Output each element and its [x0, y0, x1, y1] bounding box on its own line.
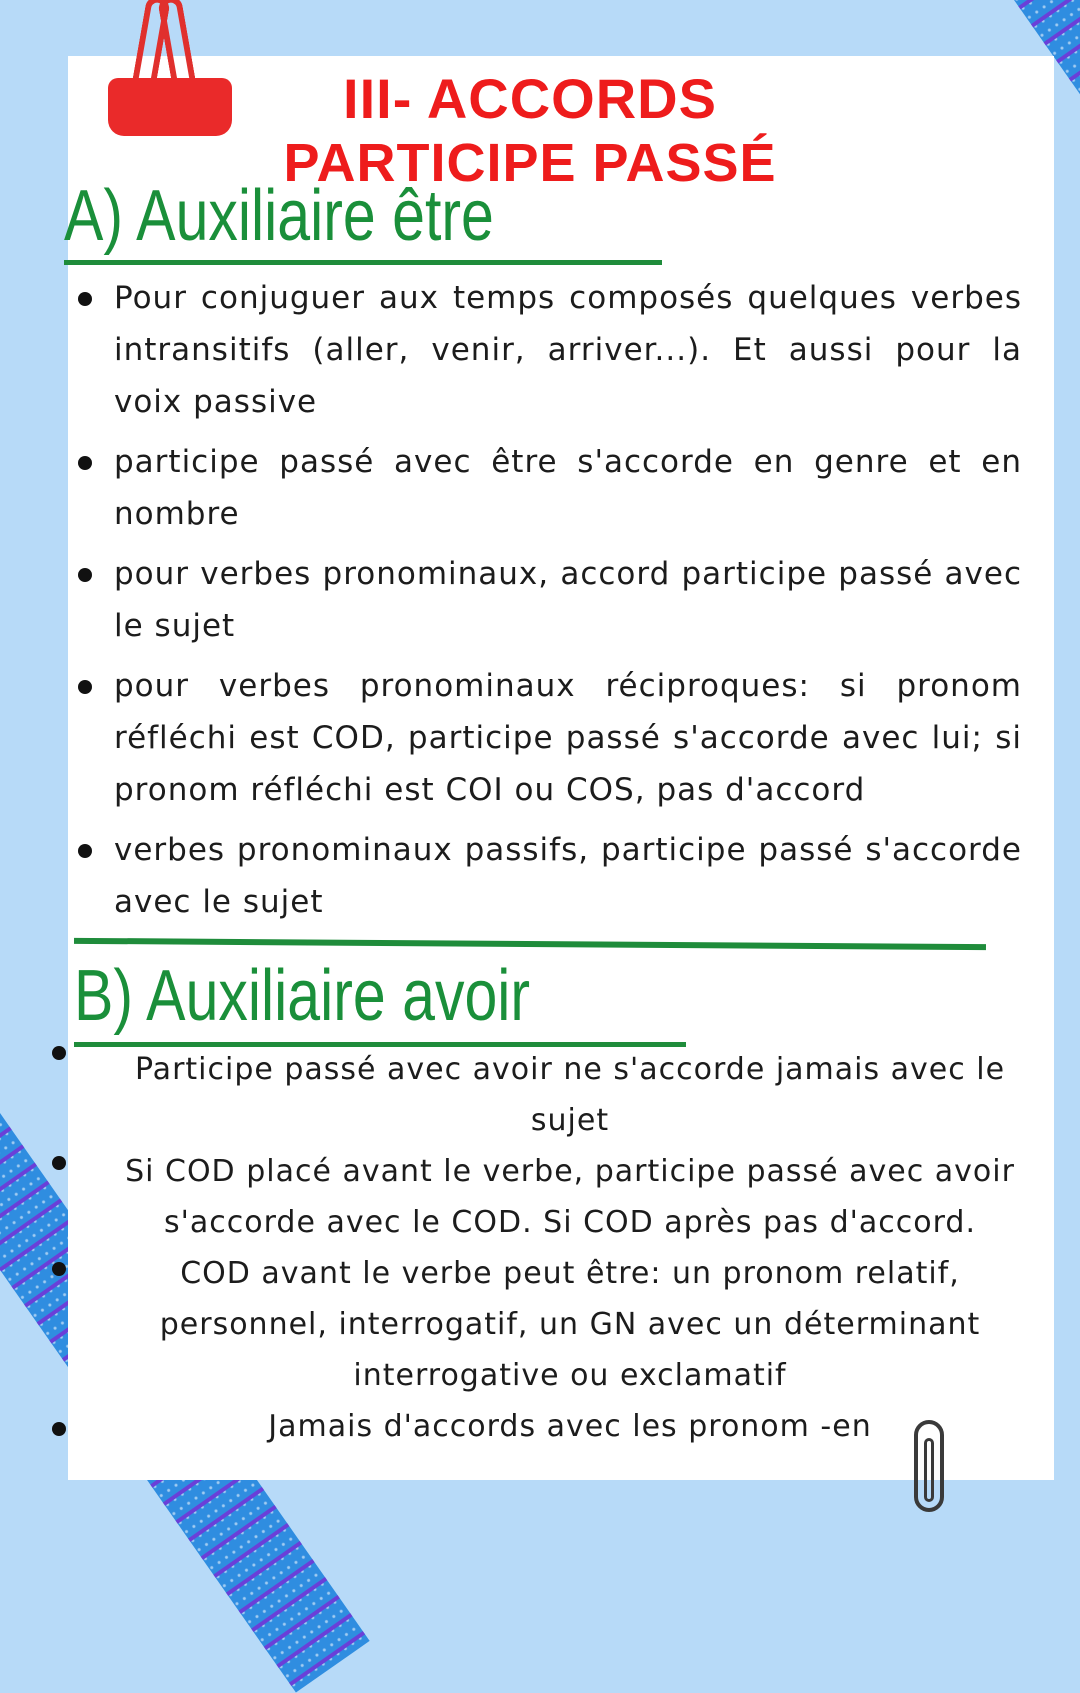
- list-item: Jamais d'accords avec les pronom -en: [268, 1409, 872, 1444]
- bullet-dot: [52, 1262, 66, 1276]
- list-item: COD avant le verbe peut être: un pronom relatif, personnel, interrogatif, un GN avec un déterminant interrogative ou exclamatif: [159, 1256, 981, 1393]
- list-item: Si COD placé avant le verbe, participe passé avec avoir s'accorde avec le COD. Si COD après pas d'accord.: [125, 1154, 1015, 1240]
- list-item: pour verbes pronominaux, accord participe passé avec le sujet: [72, 548, 1022, 652]
- paperclip-icon: [914, 1420, 944, 1512]
- list-item: Pour conjuguer aux temps composés quelques verbes intransitifs (aller, venir, arriver...). Et aussi pour la voix passive: [72, 272, 1022, 428]
- section-b-heading: B) Auxiliaire avoir: [74, 956, 531, 1036]
- list-item: pour verbes pronominaux réciproques: si pronom réfléchi est COD, participe passé s'accorde avec lui; si pronom réfléchi est COI ou COS, pas d'accord: [72, 660, 1022, 816]
- list-item: Participe passé avec avoir ne s'accorde jamais avec le sujet: [134, 1052, 1006, 1138]
- page-title-line2: PARTICIPE PASSÉ: [283, 133, 777, 193]
- page-title-line1: III- ACCORDS: [343, 67, 717, 130]
- bullet-dot: [52, 1046, 66, 1060]
- list-item: participe passé avec être s'accorde en genre et en nombre: [72, 436, 1022, 540]
- list-item: verbes pronominaux passifs, participe passé s'accorde avec le sujet: [72, 824, 1022, 928]
- bullet-dot: [52, 1422, 66, 1436]
- section-a-underline: [64, 260, 662, 265]
- section-a-list: [72, 272, 1022, 936]
- bullet-dot: [52, 1156, 66, 1170]
- binder-clip-icon: [108, 78, 232, 136]
- section-b-body: [110, 1036, 1030, 1452]
- section-a-heading: A) Auxiliaire être: [64, 176, 494, 256]
